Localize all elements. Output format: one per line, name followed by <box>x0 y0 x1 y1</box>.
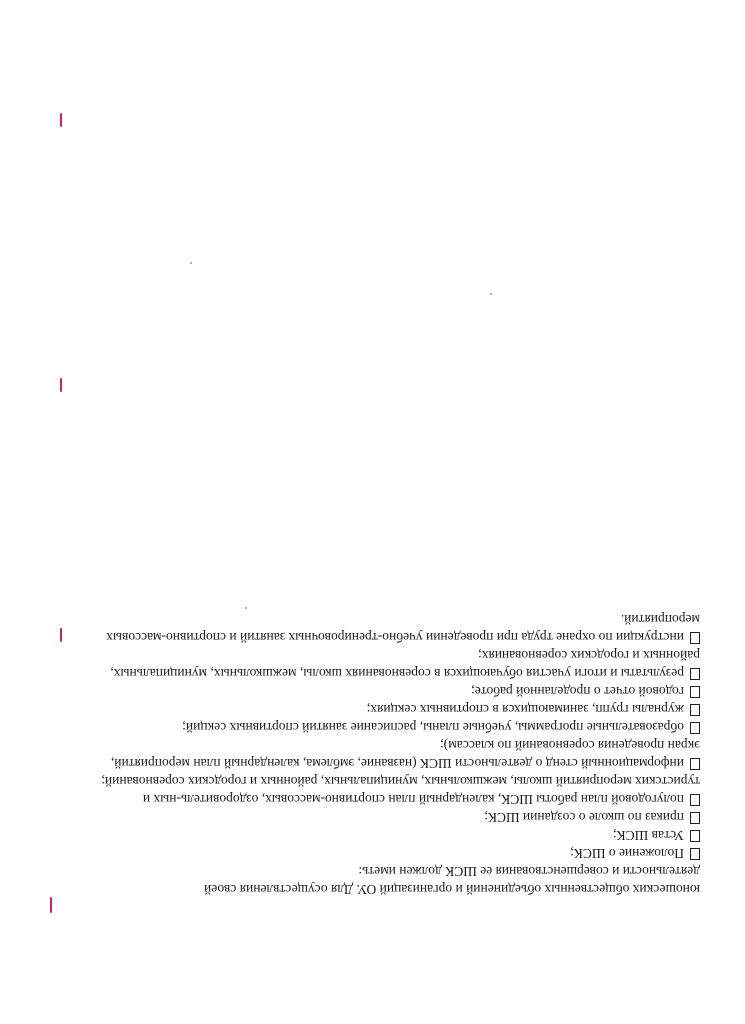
intro-paragraph <box>100 862 700 898</box>
list-item: образовательные программы, учебные планы, расписание занятий спортивных секций; <box>100 718 700 736</box>
document-text <box>100 610 700 898</box>
intro-line-1: юношеских общественных объединений и организаций ОУ. Для осуществления своей <box>204 882 700 897</box>
list-item: Устав ШСК; <box>100 826 700 844</box>
margin-mark-middle <box>60 378 62 392</box>
checkbox-icon <box>690 668 700 680</box>
margin-mark-top <box>60 113 62 127</box>
list-item: инструкции по охране труда при проведении учебно-тренировочных занятий и спортивно-массовых мероприятий. <box>106 612 700 645</box>
list-item: журналы групп, занимающихся в спортивных секциях; <box>100 700 700 718</box>
scan-speck <box>190 262 192 264</box>
checkbox-icon <box>690 632 700 644</box>
checkbox-icon <box>690 812 700 824</box>
list-item: информационный стенд о деятельности ШСК (название, эмблема, календарный план мероприятий, экран проведения соревнований по классам); <box>110 738 700 771</box>
checkbox-icon <box>690 758 700 770</box>
margin-mark-bottom <box>50 897 52 913</box>
scan-speck <box>245 607 247 609</box>
checkbox-icon <box>690 848 700 860</box>
list-item: результаты и итоги участия обучающихся в соревнованиях школы, межшкольных, муниципальных, районных и городских соревнованиях; <box>110 648 700 681</box>
list-item: Положение о ШСК; <box>100 844 700 862</box>
checkbox-icon <box>690 704 700 716</box>
checkbox-icon <box>690 722 700 734</box>
checkbox-icon <box>690 830 700 842</box>
margin-mark-lower <box>60 628 62 642</box>
list-item: полугодовой план работы ШСК, календарный план спортивно-массовых, оздоровитель-ных и туристских мероприятий школы, межшкольных, муниципальных, районных и городских соревнований; <box>101 774 700 807</box>
list-item: приказ по школе о создании ШСК; <box>100 808 700 826</box>
scan-speck <box>490 293 492 295</box>
intro-line-2: деятельности и совершенствования ее ШСК должен иметь: <box>358 864 700 879</box>
checkbox-icon <box>690 794 700 806</box>
list-item: годовой отчет о проделанной работе; <box>100 682 700 700</box>
checkbox-icon <box>690 686 700 698</box>
